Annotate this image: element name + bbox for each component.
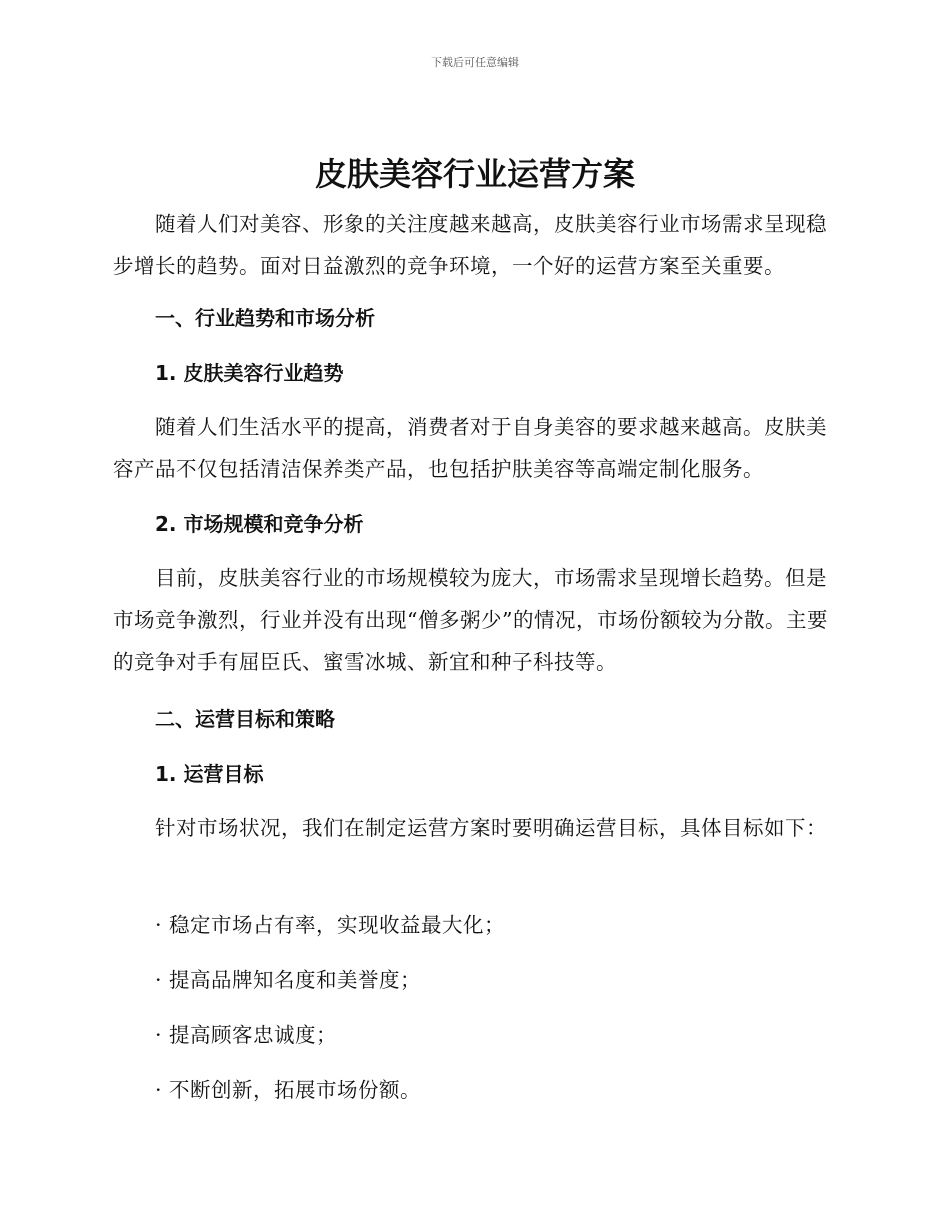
section-1-2-paragraph: 目前，皮肤美容行业的市场规模较为庞大，市场需求呈现增长趋势。但是市场竞争激烈，行业并没有出现“僧多粥少”的情况，市场份额较为分散。主要的竞争对手有屈臣氏、蜜雪冰城、新宜和种子科技等。 [113,566,828,674]
page-header-note: 下载后可任意编辑 [431,56,519,69]
list-item: · 提高品牌知名度和美誉度； [155,968,422,992]
section-2-heading: 二、运营目标和策略 [155,707,335,731]
list-item: · 不断创新，拓展市场份额。 [155,1078,422,1102]
list-item: · 稳定市场占有率，实现收益最大化； [155,913,506,937]
section-2-1-heading: 1. 运营目标 [155,762,264,786]
intro-paragraph: 随着人们对美容、形象的关注度越来越高，皮肤美容行业市场需求呈现稳步增长的趋势。面对日益激烈的竞争环境，一个好的运营方案至关重要。 [113,212,827,278]
document-title: 皮肤美容行业运营方案 [314,155,635,193]
list-item: · 提高顾客忠诚度； [155,1023,338,1047]
section-2-1-paragraph: 针对市场状况，我们在制定运营方案时要明确运营目标，具体目标如下： [155,816,827,840]
section-1-2-heading: 2. 市场规模和竞争分析 [155,512,364,536]
section-1-1-paragraph: 随着人们生活水平的提高，消费者对于自身美容的要求越来越高。皮肤美容产品不仅包括清洁保养类产品，也包括护肤美容等高端定制化服务。 [113,415,827,481]
section-1-heading: 一、行业趋势和市场分析 [155,306,375,330]
section-1-1-heading: 1. 皮肤美容行业趋势 [155,361,344,385]
